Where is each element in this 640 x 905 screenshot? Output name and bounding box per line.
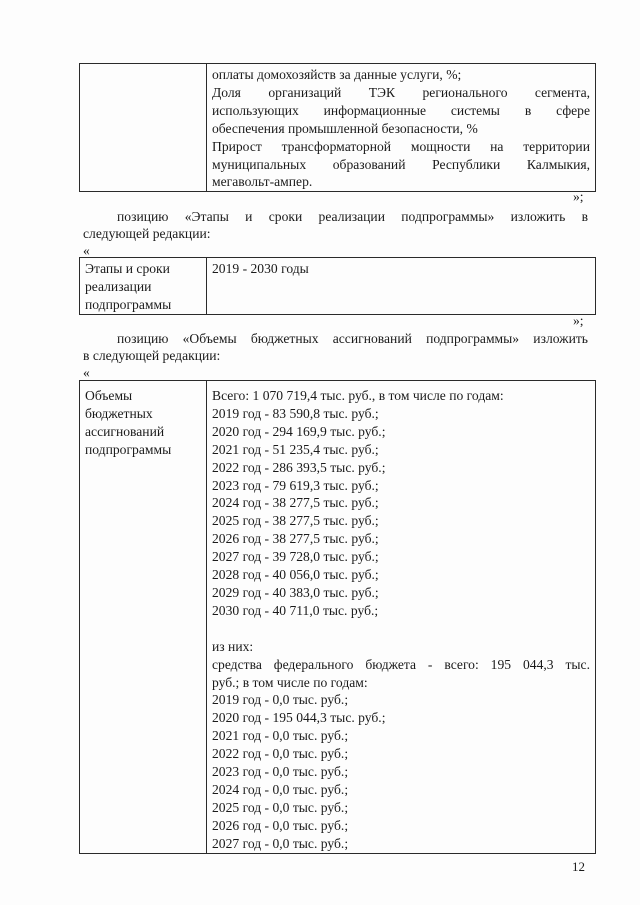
paragraph-budget-line2: в следующей редакции: bbox=[83, 348, 221, 363]
opening-quote: « bbox=[83, 365, 90, 380]
year-amount-line: 2029 год - 40 383,0 тыс. руб.; bbox=[212, 584, 379, 600]
year-amount-line: 2020 год - 294 169,9 тыс. руб.; bbox=[212, 423, 386, 439]
year-amount-line: 2019 год - 83 590,8 тыс. руб.; bbox=[212, 405, 379, 421]
page-number: 12 bbox=[572, 859, 585, 874]
year-amount-line: 2025 год - 0,0 тыс. руб.; bbox=[212, 799, 349, 815]
years-total-list bbox=[212, 405, 590, 620]
of-them-label: из них: bbox=[212, 638, 254, 654]
budget-total: Всего: 1 070 719,4 тыс. руб., в том числе по годам: bbox=[212, 388, 504, 403]
year-amount-line: 2026 год - 0,0 тыс. руб.; bbox=[212, 817, 349, 833]
year-amount-line: 2024 год - 38 277,5 тыс. руб.; bbox=[212, 495, 379, 511]
label-line: бюджетных bbox=[85, 405, 153, 421]
table-label-cell-empty bbox=[80, 64, 207, 192]
year-amount-line: 2020 год - 195 044,3 тыс. руб.; bbox=[212, 710, 386, 726]
stages-label-cell bbox=[80, 258, 207, 315]
budget-value-cell bbox=[207, 381, 596, 854]
year-amount-line: 2023 год - 0,0 тыс. руб.; bbox=[212, 764, 349, 780]
label-line: Этапы и сроки bbox=[85, 261, 170, 276]
spacer bbox=[212, 620, 590, 638]
stages-value: 2019 - 2030 годы bbox=[212, 261, 309, 276]
opening-quote: « bbox=[83, 243, 90, 258]
year-amount-line: 2024 год - 0,0 тыс. руб.; bbox=[212, 781, 349, 797]
paragraph-stages-line1: позицию «Этапы и сроки реализации подпрограммы» изложить в bbox=[117, 209, 588, 224]
budget-label-cell bbox=[80, 381, 207, 854]
closing-quote: »; bbox=[573, 313, 584, 328]
text-line: использующих информационные системы в сфере bbox=[212, 102, 590, 118]
label-line: ассигнований bbox=[85, 423, 165, 439]
closing-quote: »; bbox=[573, 189, 584, 204]
table-value-cell bbox=[207, 64, 596, 192]
text-line: обеспечения промышленной безопасности, % bbox=[212, 120, 478, 136]
budget-table bbox=[79, 380, 596, 854]
text-line: мегавольт-ампер. bbox=[212, 174, 313, 190]
text-line: Прирост трансформаторной мощности на территории bbox=[212, 138, 590, 154]
paragraph-stages-line2: следующей редакции: bbox=[83, 226, 211, 241]
year-amount-line: 2021 год - 51 235,4 тыс. руб.; bbox=[212, 441, 379, 457]
year-amount-line: 2027 год - 39 728,0 тыс. руб.; bbox=[212, 549, 379, 565]
years-federal-list bbox=[212, 691, 590, 852]
year-amount-line: 2023 год - 79 619,3 тыс. руб.; bbox=[212, 477, 379, 493]
year-amount-line: 2021 год - 0,0 тыс. руб.; bbox=[212, 728, 349, 744]
label-line: подпрограммы bbox=[85, 441, 172, 457]
label-line: Объемы bbox=[85, 388, 133, 403]
year-amount-line: 2022 год - 286 393,5 тыс. руб.; bbox=[212, 459, 386, 475]
year-amount-line: 2019 год - 0,0 тыс. руб.; bbox=[212, 692, 349, 708]
federal-budget-line2: руб.; в том числе по годам: bbox=[212, 674, 368, 690]
text-line: оплаты домохозяйств за данные услуги, %; bbox=[212, 67, 462, 82]
year-amount-line: 2026 год - 38 277,5 тыс. руб.; bbox=[212, 531, 379, 547]
federal-budget-line1: средства федерального бюджета - всего: 195 044,3 тыс. bbox=[212, 656, 590, 672]
year-amount-line: 2025 год - 38 277,5 тыс. руб.; bbox=[212, 513, 379, 529]
year-amount-line: 2028 год - 40 056,0 тыс. руб.; bbox=[212, 567, 379, 583]
year-amount-line: 2022 год - 0,0 тыс. руб.; bbox=[212, 746, 349, 762]
year-amount-line: 2030 год - 40 711,0 тыс. руб.; bbox=[212, 602, 379, 618]
label-line: реализации bbox=[85, 278, 152, 294]
stages-value-cell bbox=[207, 258, 596, 315]
stages-table bbox=[79, 257, 596, 315]
indicators-table-continuation bbox=[79, 63, 596, 192]
paragraph-budget-line1: позицию «Объемы бюджетных ассигнований подпрограммы» изложить bbox=[117, 331, 588, 346]
text-line: Доля организаций ТЭК регионального сегмента, bbox=[212, 84, 590, 100]
text-line: муниципальных образований Республики Калмыкия, bbox=[212, 156, 590, 172]
year-amount-line: 2027 год - 0,0 тыс. руб.; bbox=[212, 835, 349, 851]
label-line: подпрограммы bbox=[85, 296, 172, 312]
